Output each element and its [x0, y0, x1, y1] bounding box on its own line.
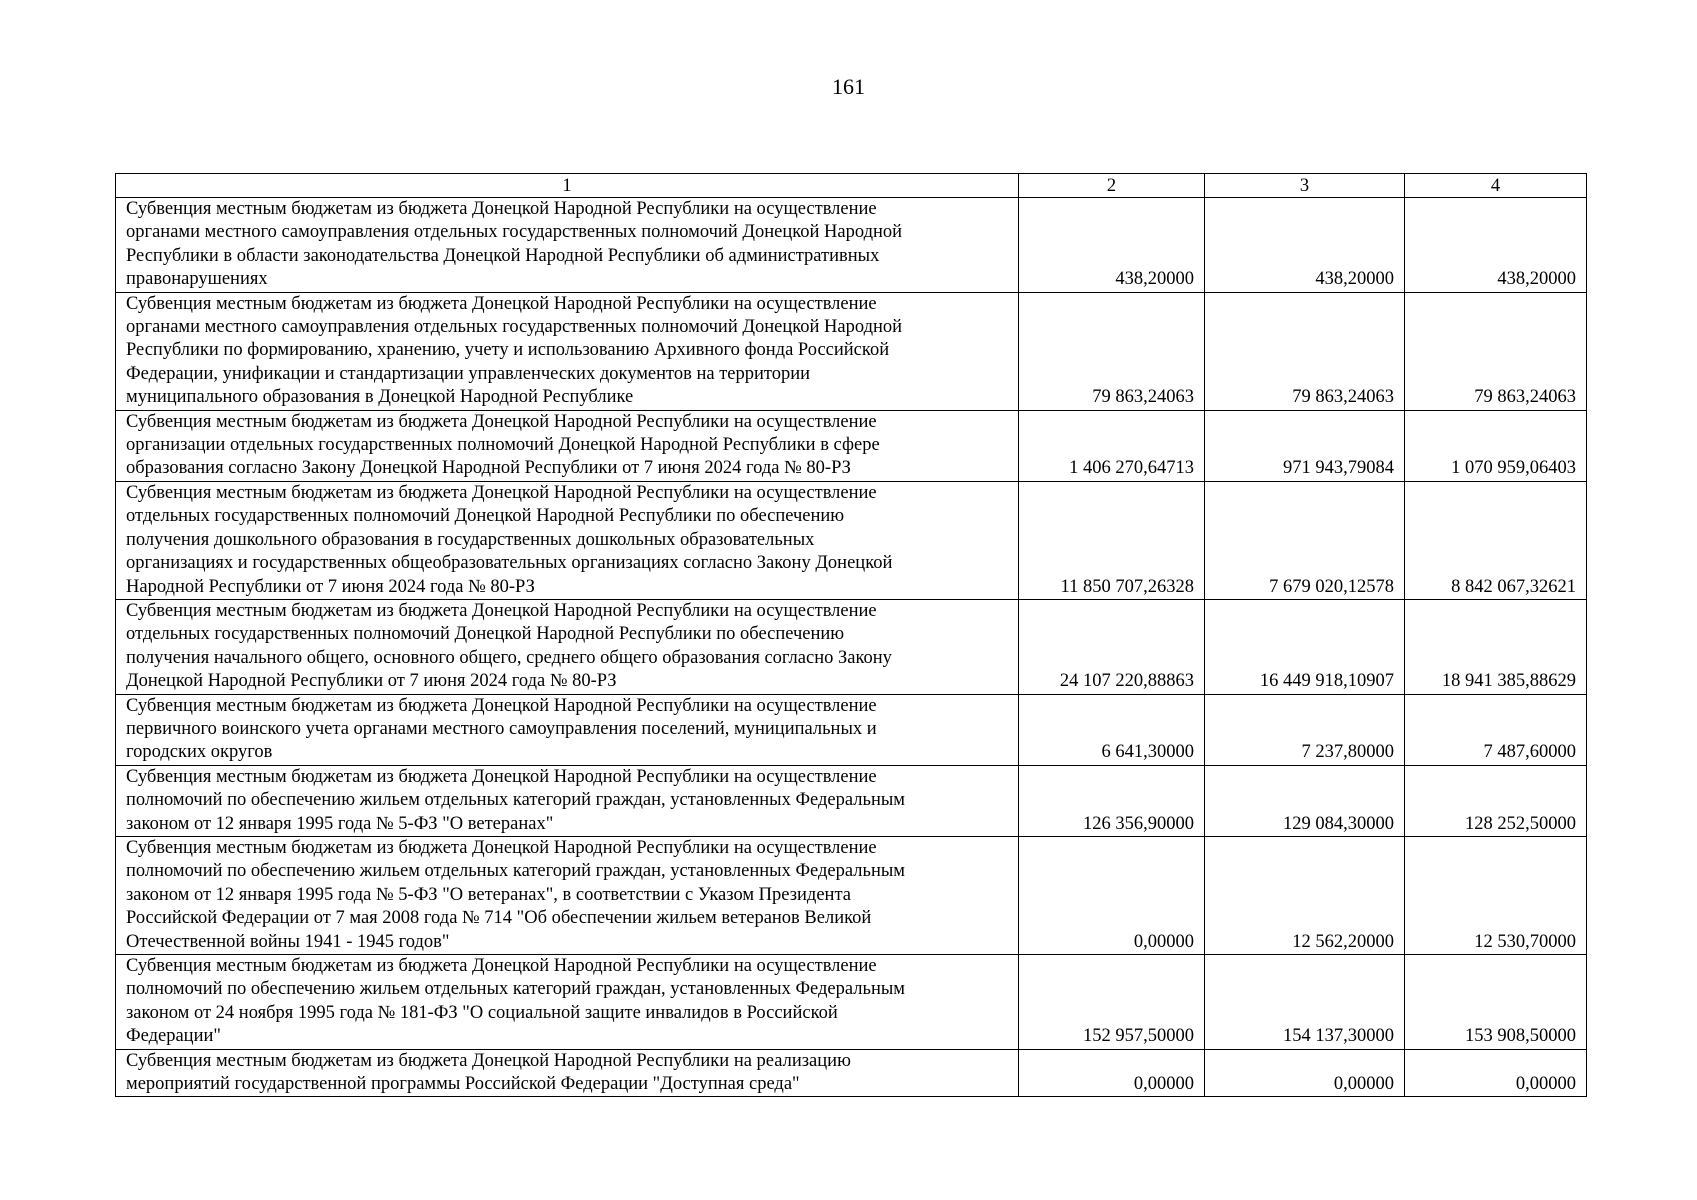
value-cell-col-3: 129 084,30000	[1205, 765, 1405, 836]
value-cell-col-3: 16 449 918,10907	[1205, 599, 1405, 694]
value-cell-col-2: 0,00000	[1019, 1049, 1205, 1097]
row-description	[116, 292, 1019, 410]
value-cell-col-3: 7 679 020,12578	[1205, 481, 1405, 599]
description-line: Субвенция местным бюджетам из бюджета Донецкой Народной Республики на осуществление	[126, 411, 877, 432]
row-description	[116, 198, 1019, 293]
description-line: законом от 12 января 1995 года № 5-ФЗ "О ветеранах", в соответствии с Указом Президента	[126, 884, 851, 905]
description-line: образования согласно Закону Донецкой Народной Республики от 7 июня 2024 года № 80-РЗ	[126, 458, 851, 479]
description-line: органами местного самоуправления отдельных государственных полномочий Донецкой Народной	[126, 317, 903, 338]
value-cell-col-3: 0,00000	[1205, 1049, 1405, 1097]
value-cell-col-4: 438,20000	[1405, 198, 1587, 293]
description-line: Республики в области законодательства Донецкой Народной Республики об административных	[126, 245, 880, 266]
description-line: Федерации, унификации и стандартизации управленческих документов на территории	[126, 363, 811, 384]
table-row	[116, 1049, 1587, 1097]
row-description	[116, 1049, 1019, 1097]
value-cell-col-4: 79 863,24063	[1405, 292, 1587, 410]
description-line: получения дошкольного образования в государственных дошкольных образовательных	[126, 529, 815, 550]
value-cell-col-3: 154 137,30000	[1205, 955, 1405, 1050]
description-line: Федерации"	[126, 1026, 221, 1047]
header-row	[116, 174, 1587, 198]
value-cell-col-4: 1 070 959,06403	[1405, 410, 1587, 481]
value-cell-col-3: 971 943,79084	[1205, 410, 1405, 481]
description-line: Отечественной войны 1941 - 1945 годов"	[126, 931, 450, 952]
description-line: полномочий по обеспечению жильем отдельных категорий граждан, установленных Федеральным	[126, 979, 905, 1000]
description-line: организациях и государственных общеобразовательных организациях согласно Закону Донецкой	[126, 553, 893, 574]
value-cell-col-2: 0,00000	[1019, 836, 1205, 954]
table-row	[116, 410, 1587, 481]
description-line: мероприятий государственной программы Российской Федерации "Доступная среда"	[126, 1074, 800, 1095]
column-header-4: 4	[1405, 174, 1587, 198]
description-line: Субвенция местным бюджетам из бюджета Донецкой Народной Республики на осуществление	[126, 956, 877, 976]
table-row	[116, 836, 1587, 954]
value-cell-col-2: 6 641,30000	[1019, 694, 1205, 765]
description-line: получения начального общего, основного общего, среднего общего образования согласно Закону	[126, 647, 892, 668]
description-line: организации отдельных государственных полномочий Донецкой Народной Республики в сфере	[126, 435, 880, 456]
description-line: Народной Республики от 7 июня 2024 года № 80-РЗ	[126, 576, 535, 597]
description-line: законом от 12 января 1995 года № 5-ФЗ "О ветеранах"	[126, 813, 554, 834]
value-cell-col-4: 128 252,50000	[1405, 765, 1587, 836]
description-line: полномочий по обеспечению жильем отдельных категорий граждан, установленных Федеральным	[126, 861, 905, 882]
budget-table	[115, 173, 1587, 1097]
value-cell-col-4: 18 941 385,88629	[1405, 599, 1587, 694]
table-row	[116, 599, 1587, 694]
description-line: органами местного самоуправления отдельных государственных полномочий Донецкой Народной	[126, 222, 903, 243]
description-line: муниципального образования в Донецкой Народной Республике	[126, 387, 634, 408]
value-cell-col-2: 152 957,50000	[1019, 955, 1205, 1050]
description-line: отдельных государственных полномочий Донецкой Народной Республики по обеспечению	[126, 506, 845, 527]
row-description	[116, 836, 1019, 954]
row-description	[116, 599, 1019, 694]
value-cell-col-2: 11 850 707,26328	[1019, 481, 1205, 599]
description-line: Республики по формированию, хранению, учету и использованию Архивного фонда Российской	[126, 340, 890, 361]
description-line: Российской Федерации от 7 мая 2008 года № 714 "Об обеспечении жильем ветеранов Великой	[126, 908, 872, 929]
value-cell-col-3: 79 863,24063	[1205, 292, 1405, 410]
row-description	[116, 410, 1019, 481]
description-line: Субвенция местным бюджетам из бюджета Донецкой Народной Республики на осуществление	[126, 199, 877, 219]
table-row	[116, 198, 1587, 293]
description-line: первичного воинского учета органами местного самоуправления поселений, муниципальных и	[126, 718, 877, 739]
description-line: Субвенция местным бюджетам из бюджета Донецкой Народной Республики на реализацию	[126, 1050, 851, 1071]
row-description	[116, 694, 1019, 765]
value-cell-col-3: 12 562,20000	[1205, 836, 1405, 954]
description-line: законом от 24 ноября 1995 года № 181-ФЗ "О социальной защите инвалидов в Российской	[126, 1002, 838, 1023]
column-header-1: 1	[116, 174, 1019, 198]
column-header-2: 2	[1019, 174, 1205, 198]
value-cell-col-4: 0,00000	[1405, 1049, 1587, 1097]
value-cell-col-4: 8 842 067,32621	[1405, 481, 1587, 599]
value-cell-col-4: 153 908,50000	[1405, 955, 1587, 1050]
description-line: Субвенция местным бюджетам из бюджета Донецкой Народной Республики на осуществление	[126, 766, 877, 787]
description-line: Донецкой Народной Республики от 7 июня 2024 года № 80-РЗ	[126, 671, 617, 692]
page-number: 161	[832, 74, 865, 99]
value-cell-col-4: 12 530,70000	[1405, 836, 1587, 954]
value-cell-col-2: 24 107 220,88863	[1019, 599, 1205, 694]
table-row	[116, 955, 1587, 1050]
description-line: Субвенция местным бюджетам из бюджета Донецкой Народной Республики на осуществление	[126, 600, 877, 621]
row-description	[116, 955, 1019, 1050]
value-cell-col-2: 79 863,24063	[1019, 292, 1205, 410]
column-header-3: 3	[1205, 174, 1405, 198]
value-cell-col-3: 7 237,80000	[1205, 694, 1405, 765]
description-line: городских округов	[126, 742, 273, 763]
value-cell-col-2: 1 406 270,64713	[1019, 410, 1205, 481]
value-cell-col-2: 126 356,90000	[1019, 765, 1205, 836]
table-row	[116, 481, 1587, 599]
row-description	[116, 481, 1019, 599]
description-line: полномочий по обеспечению жильем отдельных категорий граждан, установленных Федеральным	[126, 790, 905, 811]
description-line: Субвенция местным бюджетам из бюджета Донецкой Народной Республики на осуществление	[126, 482, 877, 503]
table-body	[116, 198, 1587, 1097]
value-cell-col-3: 438,20000	[1205, 198, 1405, 293]
description-line: отдельных государственных полномочий Донецкой Народной Республики по обеспечению	[126, 624, 845, 645]
row-description	[116, 765, 1019, 836]
value-cell-col-2: 438,20000	[1019, 198, 1205, 293]
description-line: правонарушениях	[126, 269, 268, 290]
table-row	[116, 694, 1587, 765]
description-line: Субвенция местным бюджетам из бюджета Донецкой Народной Республики на осуществление	[126, 293, 877, 314]
value-cell-col-4: 7 487,60000	[1405, 694, 1587, 765]
table-row	[116, 765, 1587, 836]
table-row	[116, 292, 1587, 410]
description-line: Субвенция местным бюджетам из бюджета Донецкой Народной Республики на осуществление	[126, 695, 877, 716]
description-line: Субвенция местным бюджетам из бюджета Донецкой Народной Республики на осуществление	[126, 837, 877, 858]
